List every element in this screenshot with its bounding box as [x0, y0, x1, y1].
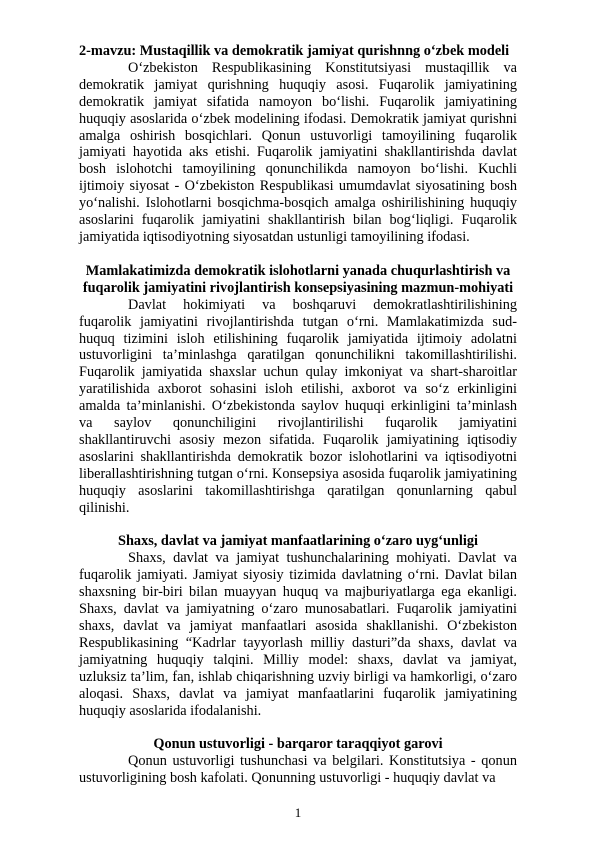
heading-concept: Mamlakatimizda demokratik islohotlarni yanada chuqurlashtirish va fuqarolik jamiyatini rivojlantirish konsepsiyasining mazmun-mohiyati — [82, 262, 514, 296]
rule-of-law-paragraph: Qonun ustuvorligi tushunchasi va belgilari. Konstitutsiya - qonun ustuvorligining bosh kafolati. Qonunning ustuvorligi - huquqiy davlat va — [79, 753, 517, 787]
intro-paragraph: O‘zbekiston Respublikasining Konstitutsiyasi mustaqillik va demokratik jamiyat qurishning huquqiy asosi. Fuqarolik jamiyatining demokratik jamiyat sifatida namoyon bo‘lishi. Fuqarolik jamiyatining huquqiy asoslarida o‘zbek modelining ifodasi. Demokratik jamiyat qurishni amalga oshirish bosqichlari. Qonun ustuvorligi tamoyilining fuqarolik jamiyati hayotida aks etishi. Fuqarolik jamiyatini shakllantirishda davlat bosh islohotchi tamoyilining qonunchilikda namoyon bo‘lishi. Kuchli ijtimoiy siyosat - O‘zbekiston Respublikasi umumdavlat siyosatining bosh yo‘nalishi. Islohotlarni bosqichma-bosqich amalga oshirilishining huquqiy asoslarini fuqarolik jamiyatini shakllantirish bilan bog‘liqligi. Fuqarolik jamiyatida iqtisodiyotning siyosatdan ustunligi tamoyilining ifodasi. — [79, 59, 517, 245]
concept-paragraph: Davlat hokimiyati va boshqaruvi demokratlashtirilishining fuqarolik jamiyatini rivojlantirishda tutgan o‘rni. Mamlakatimizda sud-huquq tizimini isloh etilishining fuqarolik jamiyatida ijtimoiy adolatni ustuvorligini ta’minlashga qaratilgan qonunchilikni takomillashtirilishi. Fuqarolik jamiyatida shaxslar uchun qulay imkoniyat va shart-sharoitlar yaratilishida axborot sohasini isloh etilishi, axborot va so‘z erkinligini amalda ta’minlanishi. O‘zbekistonda saylov huquqi erkinligini ta’minlash va saylov qonunchiligini rivojlantirilishi fuqarolik jamiyatini shakllantiruvchi asosiy mezon sifatida. Fuqarolik jamiyatining iqtisodiy asoslarini shakllantirishda demokratik bozor islohotlarini va iqtisodiyotni liberallashtirishning tutgan o‘rni. Konsepsiya asosida fuqarolik jamiyatining huquqiy asoslarini takomillashtirishga qaratilgan qonunlarning qabul qilinishi. — [79, 296, 517, 516]
heading-rule-of-law: Qonun ustuvorligi - barqaror taraqqiyot garovi — [153, 736, 443, 753]
heading-interests-harmony: Shaxs, davlat va jamiyat manfaatlarining o‘zaro uyg‘unligi — [118, 533, 478, 550]
interests-paragraph: Shaxs, davlat va jamiyat tushunchalarining mohiyati. Davlat va fuqarolik jamiyati. Jamiyat siyosiy tizimida davlatning o‘rni. Davlat bilan shaxsning bir-biri bilan muayyan huquq va majburiyatlarga ega ekanligi. Shaxs, davlat va jamiyatning o‘zaro munosabatlari. Fuqarolik jamiyatini shaxs, davlat va jamiyat manfaatlari asosida shakllanishi. O‘zbekiston Respublikasining “Kadrlar tayyorlash milliy dasturi”da shaxs, davlat va jamiyatning huquqiy talqini. Milliy model: shaxs, davlat va jamiyat, uzluksiz ta’lim, fan, ishlab chiqarishning uzviy birligi va hamkorligi, o‘zaro aloqasi. Shaxs, davlat va jamiyat manfaatlarini fuqarolik jamiyatining huquqiy asoslarida ifodalanishi. — [79, 550, 517, 719]
document-page — [79, 43, 517, 787]
page-number: 1 — [294, 805, 302, 820]
section-title: 2-mavzu: Mustaqillik va demokratik jamiyat qurishnng o‘zbek modeli — [79, 43, 510, 59]
